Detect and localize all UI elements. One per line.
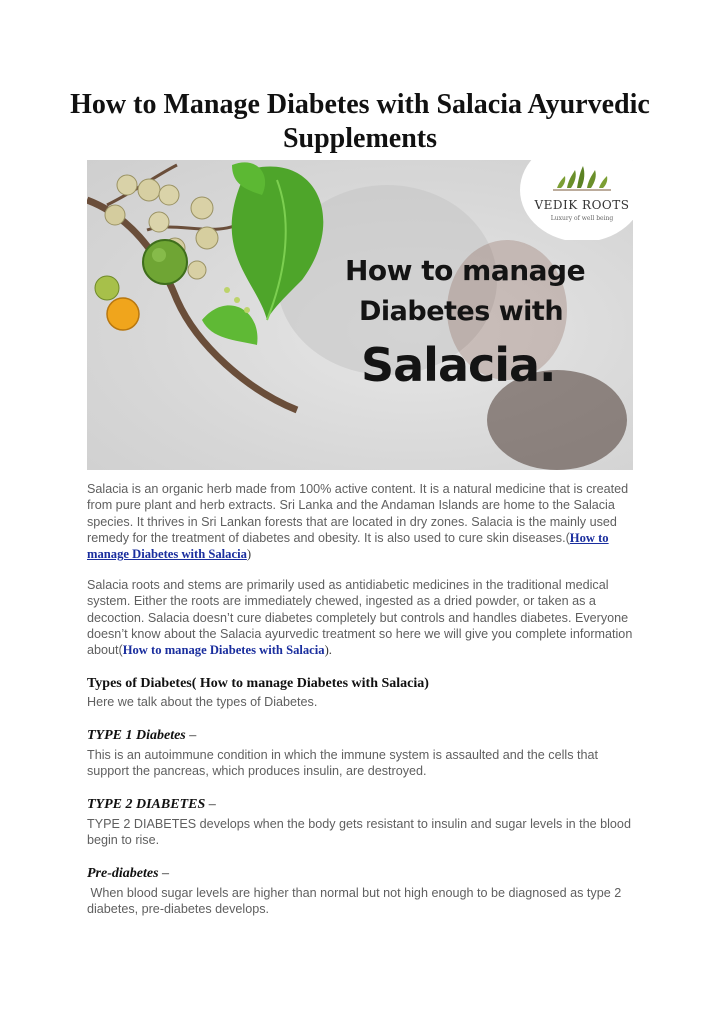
type2-dash: – xyxy=(208,797,216,812)
intro-link[interactable]: How to manage Diabetes with Salacia xyxy=(87,530,609,562)
type1-heading xyxy=(87,728,647,744)
hero-line-2: Diabetes with xyxy=(359,296,564,327)
logo-brand-name: VEDIK ROOTS xyxy=(534,198,630,212)
prediabetes-heading-text: Pre-diabetes xyxy=(87,866,159,881)
type1-dash: – xyxy=(189,728,197,743)
intro-close: ) xyxy=(246,547,252,562)
roots-close: ). xyxy=(324,643,332,658)
logo-tagline: Luxury of well being xyxy=(550,215,614,222)
hero-line-1: How to manage xyxy=(345,254,586,287)
hero-banner-image xyxy=(87,160,633,470)
roots-link[interactable]: How to manage Diabetes with Salacia xyxy=(122,643,325,658)
types-text: Here we talk about the types of Diabetes. xyxy=(87,695,318,709)
type2-heading xyxy=(87,797,647,813)
intro-text: Salacia is an organic herb made from 100% active content. It is a natural medicine that is created from pure plant and herb extracts. Sri Lanka and the Andaman Islands are home to the Salacia species. It thrives in Sri Lankan forests that are located in dry zones. Salacia is the mainly used remedy for the treatment of diabetes and obesity. It is also used to cure skin diseases.( xyxy=(87,482,629,545)
type2-text: TYPE 2 DIABETES develops when the body gets resistant to insulin and sugar levels in the blood begin to rise. xyxy=(87,817,631,848)
prediabetes-dash: – xyxy=(162,866,170,881)
roots-paragraph xyxy=(87,577,639,658)
type1-heading-text: TYPE 1 Diabetes xyxy=(87,728,186,743)
vedik-roots-logo xyxy=(517,160,633,240)
hero-line-3: Salacia. xyxy=(361,338,556,392)
roots-text: Salacia roots and stems are primarily used as antidiabetic medicines in the traditional medical system. Either the roots are immediately chewed, ingested as a dried powder, or taken as a decoction. Salacia doesn’t cure diabetes completely but controls and handles diabetes. Everyone doesn’t know about the Salacia ayurvedic treatment so here we will give you complete information about( xyxy=(87,578,633,658)
types-heading: Types of Diabetes( How to manage Diabetes with Salacia) xyxy=(87,676,429,691)
intro-paragraph xyxy=(87,481,639,562)
prediabetes-heading xyxy=(87,866,647,882)
type2-heading-text: TYPE 2 DIABETES xyxy=(87,797,206,812)
type1-text: This is an autoimmune condition in which the immune system is assaulted and the cells that support the pancreas, which produces insulin, are destroyed. xyxy=(87,748,598,779)
page-title: How to Manage Diabetes with Salacia Ayurvedic Supplements xyxy=(70,89,650,154)
prediabetes-text: When blood sugar levels are higher than normal but not high enough to be diagnosed as type 2 diabetes, pre-diabetes develops. xyxy=(87,886,625,917)
